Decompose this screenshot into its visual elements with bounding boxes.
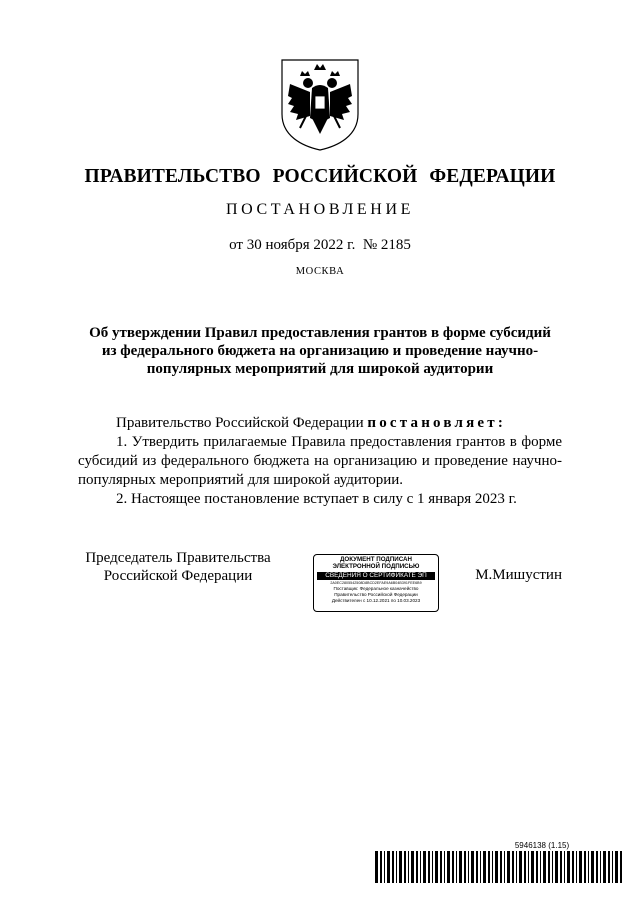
barcode-stripe <box>492 851 493 883</box>
barcode-stripe <box>615 851 618 883</box>
barcode-stripe <box>612 851 613 883</box>
barcode-stripe <box>596 851 598 883</box>
barcode-stripe <box>560 851 562 883</box>
barcode-stripe <box>428 851 430 883</box>
barcode-stripe <box>540 851 541 883</box>
barcode-stripe <box>380 851 382 883</box>
barcode-stripe <box>519 851 522 883</box>
document-city: МОСКВА <box>295 266 345 277</box>
subject-line: Об утверждении Правил предоставления грантов в форме субсидий <box>89 325 551 341</box>
stamp-validity: Действителен с 10.12.2021 по 10.03.2023 <box>331 597 421 603</box>
barcode-stripe <box>444 851 445 883</box>
barcode-stripe <box>471 851 474 883</box>
barcode-stripe <box>423 851 426 883</box>
barcode-stripe <box>408 851 409 883</box>
barcode-stripe <box>452 851 454 883</box>
barcode-stripe <box>507 851 510 883</box>
barcode-stripe <box>567 851 570 883</box>
barcode-stripe <box>600 851 601 883</box>
stamp-certificate-id: 2A0EC2805542508D8BCD2EFAE9A6B04B391FEE6B9 <box>330 580 422 585</box>
subject-line: популярных мероприятий для широкой аудитории <box>146 361 494 377</box>
document-body <box>78 414 562 509</box>
stamp-issuer: Поставщик: Федеральное казначейство <box>333 585 419 591</box>
item-1-paragraph: 1. Утвердить прилагаемые Правила предоставления грантов в форме субсидий из федерального бюджета на организацию и проведение научно-популярных мероприятий для широкой аудитории. <box>78 434 562 488</box>
barcode-stripe <box>572 851 574 883</box>
barcode-stripe <box>488 851 490 883</box>
barcode-stripe <box>456 851 457 883</box>
barcode-stripe <box>399 851 402 883</box>
barcode-stripe <box>564 851 565 883</box>
barcode-stripe <box>435 851 438 883</box>
barcode-stripe <box>579 851 582 883</box>
barcode-stripe <box>404 851 406 883</box>
barcode-stripe <box>384 851 385 883</box>
barcode-stripe <box>459 851 462 883</box>
barcode-stripe <box>608 851 610 883</box>
barcode-stripe <box>516 851 517 883</box>
barcode-stripe <box>416 851 418 883</box>
barcode-stripe <box>432 851 433 883</box>
stamp-owner: Правительство Российской Федерации <box>334 591 418 597</box>
barcode-stripe <box>620 851 622 883</box>
barcode-stripe <box>536 851 538 883</box>
barcode-stripe <box>548 851 550 883</box>
barcode-stripe <box>476 851 478 883</box>
barcode-stripe <box>603 851 606 883</box>
document-type: ПОСТАНОВЛЕНИЕ <box>226 201 414 218</box>
barcode-stripe <box>495 851 498 883</box>
barcode-stripe <box>576 851 577 883</box>
signer-position <box>78 549 278 585</box>
barcode-stripe <box>584 851 586 883</box>
barcode-stripe <box>440 851 442 883</box>
barcode-stripe <box>528 851 529 883</box>
barcode-number: 5946138 (1.15) <box>514 841 570 850</box>
signer-name: М.Мишустин <box>475 567 562 583</box>
stamp-heading-line: ЭЛЕКТРОННОЙ ПОДПИСЬЮ <box>332 562 420 570</box>
subject-line: из федерального бюджета на организацию и проведение научно- <box>101 343 539 359</box>
item-2-paragraph: 2. Настоящее постановление вступает в силу с 1 января 2023 г. <box>116 491 517 507</box>
stamp-certificate-bar: СВЕДЕНИЯ О СЕРТИФИКАТЕ ЭП <box>317 572 435 580</box>
barcode-stripe <box>555 851 558 883</box>
barcode-stripe <box>420 851 421 883</box>
stamp-heading-line: ДОКУМЕНТ ПОДПИСАН <box>340 556 412 563</box>
barcode-stripe <box>483 851 486 883</box>
resolution-keyword: постановляет: <box>367 415 507 431</box>
russian-coat-of-arms-icon <box>278 56 362 152</box>
government-title: ПРАВИТЕЛЬСТВО РОССИЙСКОЙ ФЕДЕРАЦИИ <box>84 166 556 187</box>
barcode-stripe <box>387 851 390 883</box>
barcode-stripe <box>512 851 514 883</box>
document-date-number: от 30 ноября 2022 г. № 2185 <box>229 237 411 253</box>
barcode-stripe <box>552 851 553 883</box>
barcode <box>375 851 622 883</box>
barcode-stripe <box>480 851 481 883</box>
stamp-heading <box>314 557 438 571</box>
barcode-stripe <box>500 851 502 883</box>
barcode-stripe <box>504 851 505 883</box>
barcode-stripe <box>411 851 414 883</box>
barcode-stripe <box>591 851 594 883</box>
intro-text: Правительство Российской Федерации <box>116 415 368 431</box>
barcode-stripe <box>588 851 589 883</box>
barcode-stripe <box>531 851 534 883</box>
barcode-stripe <box>396 851 397 883</box>
signer-position-line: Председатель Правительства <box>85 550 271 566</box>
document-subject <box>60 324 580 378</box>
barcode-stripe <box>543 851 546 883</box>
barcode-stripe <box>392 851 394 883</box>
electronic-signature-stamp <box>313 554 439 612</box>
barcode-stripe <box>468 851 469 883</box>
barcode-stripe <box>524 851 526 883</box>
signer-position-line: Российской Федерации <box>103 568 253 584</box>
barcode-stripe <box>375 851 378 883</box>
intro-paragraph <box>78 414 562 433</box>
barcode-stripe <box>447 851 450 883</box>
barcode-stripe <box>464 851 466 883</box>
